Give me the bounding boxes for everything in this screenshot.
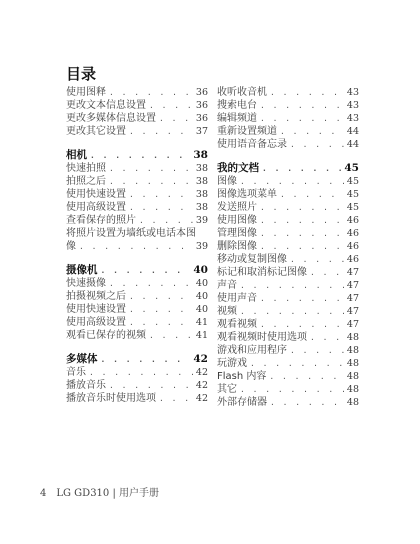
toc-entry-label: 播放音乐 [66, 380, 106, 391]
toc-dot-leader [240, 175, 344, 188]
toc-entry-page: 38 [195, 189, 208, 200]
toc-dot-leader [129, 290, 193, 303]
toc-entry-label: 游戏和应用程序 [217, 345, 287, 356]
toc-entry-label: 管理图像 [217, 228, 257, 239]
toc-entry-label: 删除图像 [217, 241, 257, 252]
toc-dot-leader [260, 227, 344, 240]
toc-entry-page: 38 [195, 176, 208, 187]
toc-entry-page: 48 [346, 397, 359, 408]
toc-entry-label: 图像 [217, 176, 237, 187]
toc-entry-page: 36 [195, 113, 208, 124]
toc-entry[interactable] [217, 279, 359, 292]
toc-entry-page: 48 [346, 332, 359, 343]
toc-entry[interactable] [217, 227, 359, 240]
toc-entry-page: 48 [346, 371, 359, 382]
toc-entry-label: 快速拍照 [66, 163, 106, 174]
toc-entry-label: 摄像机 [66, 264, 98, 276]
toc-entry[interactable] [217, 305, 359, 318]
toc-entry[interactable] [217, 86, 359, 99]
toc-entry[interactable] [66, 227, 208, 240]
toc-entry-label: 拍摄视频之后 [66, 291, 126, 302]
toc-entry-page: 48 [346, 358, 359, 369]
toc-entry-label: 其它 [217, 384, 237, 395]
toc-entry-page: 46 [346, 228, 359, 239]
toc-dot-leader [109, 162, 193, 175]
toc-entry-page: 40 [195, 291, 208, 302]
toc-entry[interactable] [66, 290, 208, 303]
toc-dot-leader [270, 86, 344, 99]
toc-entry-label: 多媒体 [66, 353, 98, 365]
toc-entry-label: 玩游戏 [217, 358, 247, 369]
toc-dot-leader [280, 125, 344, 138]
toc-entry-label: 视频 [217, 306, 237, 317]
toc-dot-leader [240, 279, 344, 292]
toc-dot-leader [290, 253, 344, 266]
toc-entry[interactable] [217, 383, 359, 396]
page-footer [40, 484, 159, 499]
toc-entry[interactable] [217, 357, 359, 370]
toc-entry[interactable] [66, 201, 208, 214]
toc-entry[interactable] [66, 379, 208, 392]
toc-dot-leader [290, 344, 344, 357]
toc-dot-leader [109, 86, 193, 99]
toc-entry[interactable] [66, 329, 208, 342]
toc-title: 目录 [66, 65, 97, 83]
toc-entry-label: 搜索电台 [217, 100, 257, 111]
toc-entry-page: 36 [195, 87, 208, 98]
toc-entry-label: 发送照片 [217, 202, 257, 213]
toc-entry-page: 42 [193, 353, 208, 365]
toc-entry-page: 41 [195, 317, 208, 328]
toc-dot-leader [269, 370, 344, 383]
toc-entry-page: 36 [195, 100, 208, 111]
toc-dot-leader [129, 303, 193, 316]
toc-entry-page: 39 [195, 241, 208, 252]
toc-dot-leader [90, 149, 190, 162]
toc-entry[interactable] [66, 99, 208, 112]
toc-entry-label: 将照片设置为墙纸或电话本图 [66, 228, 196, 239]
toc-entry-page: 41 [195, 330, 208, 341]
toc-entry[interactable] [217, 138, 359, 151]
toc-entry-label: 外部存储器 [217, 397, 267, 408]
toc-entry-page: 45 [344, 162, 359, 174]
toc-entry[interactable] [66, 214, 208, 227]
toc-entry[interactable] [217, 201, 359, 214]
toc-entry-page: 47 [346, 293, 359, 304]
toc-entry[interactable] [66, 125, 208, 138]
toc-entry-label: 使用语音备忘录 [217, 139, 287, 150]
footer-text: LG GD310 | 用户手册 [56, 488, 160, 499]
toc-dot-leader [101, 353, 191, 366]
toc-entry-label: 使用高级设置 [66, 202, 126, 213]
toc-entry-page: 38 [195, 202, 208, 213]
toc-dot-leader [129, 316, 193, 329]
toc-entry[interactable] [66, 240, 208, 253]
toc-entry[interactable] [66, 188, 208, 201]
section-gap [217, 151, 359, 162]
toc-dot-leader [109, 277, 193, 290]
toc-entry[interactable] [217, 253, 359, 266]
toc-dot-leader [260, 292, 344, 305]
toc-dot-leader [101, 264, 191, 277]
toc-dot-leader [260, 240, 344, 253]
toc-left-column [66, 86, 208, 405]
toc-section-heading[interactable] [66, 264, 208, 277]
toc-entry-page: 40 [195, 304, 208, 315]
toc-dot-leader [149, 329, 193, 342]
toc-dot-leader [250, 357, 344, 370]
toc-entry-page: 46 [346, 241, 359, 252]
toc-entry-page: 47 [346, 319, 359, 330]
toc-entry-label: 图像选项菜单 [217, 189, 277, 200]
toc-dot-leader [260, 112, 344, 125]
toc-entry-label: 使用图释 [66, 87, 106, 98]
toc-entry-label: 音乐 [66, 367, 86, 378]
toc-entry[interactable] [217, 99, 359, 112]
toc-entry-page: 37 [195, 126, 208, 137]
toc-entry-label: 快速摄像 [66, 278, 106, 289]
toc-dot-leader [260, 99, 344, 112]
toc-entry-label: 观看视频 [217, 319, 257, 330]
toc-entry[interactable] [66, 277, 208, 290]
toc-entry-label: 重新设置频道 [217, 126, 277, 137]
toc-entry-page: 43 [346, 113, 359, 124]
toc-entry[interactable] [217, 188, 359, 201]
toc-entry-page: 43 [346, 100, 359, 111]
toc-entry[interactable] [66, 392, 208, 405]
toc-dot-leader [310, 331, 344, 344]
toc-entry[interactable] [217, 370, 359, 383]
toc-entry-page: 47 [346, 267, 359, 278]
toc-entry-page: 45 [346, 202, 359, 213]
toc-entry[interactable] [217, 344, 359, 357]
toc-entry[interactable] [217, 331, 359, 344]
toc-entry[interactable] [66, 162, 208, 175]
toc-entry-page: 48 [346, 384, 359, 395]
toc-entry-page: 46 [346, 215, 359, 226]
toc-dot-leader [159, 392, 193, 405]
toc-entry-label: 观看已保存的视频 [66, 330, 146, 341]
toc-entry-page: 38 [193, 149, 208, 161]
toc-dot-leader [89, 366, 193, 379]
toc-entry-label: 相机 [66, 149, 87, 161]
toc-dot-leader [109, 175, 193, 188]
toc-entry-page: 44 [346, 126, 359, 137]
toc-entry[interactable] [217, 175, 359, 188]
toc-dot-leader [260, 201, 344, 214]
section-gap [66, 253, 208, 264]
toc-entry-page: 47 [346, 280, 359, 291]
toc-dot-leader [149, 99, 193, 112]
toc-entry-label: 像 [66, 241, 76, 252]
toc-dot-leader [240, 305, 344, 318]
toc-dot-leader [109, 379, 193, 392]
toc-entry-label: 我的文档 [217, 162, 259, 174]
toc-entry-page: 42 [195, 367, 208, 378]
toc-dot-leader [262, 162, 341, 175]
toc-entry[interactable] [66, 316, 208, 329]
toc-entry-label: 拍照之后 [66, 176, 106, 187]
toc-entry[interactable] [217, 125, 359, 138]
toc-entry-page: 38 [195, 163, 208, 174]
toc-entry-label: 播放音乐时使用选项 [66, 393, 156, 404]
toc-entry-page: 48 [346, 345, 359, 356]
toc-entry-page: 45 [346, 176, 359, 187]
toc-dot-leader [240, 383, 344, 396]
toc-entry[interactable] [66, 366, 208, 379]
toc-entry-label: 编辑频道 [217, 113, 257, 124]
toc-dot-leader [270, 396, 344, 409]
toc-entry-label: 查看保存的照片 [66, 215, 136, 226]
toc-section-heading[interactable] [66, 353, 208, 366]
toc-entry-label: 使用图像 [217, 215, 257, 226]
toc-entry-page: 42 [195, 380, 208, 391]
toc-entry[interactable] [217, 292, 359, 305]
toc-entry-label: 观看视频时使用选项 [217, 332, 307, 343]
toc-entry-page: 40 [193, 264, 208, 276]
toc-entry[interactable] [217, 112, 359, 125]
toc-dot-leader [310, 266, 344, 279]
toc-entry-label: 更改其它设置 [66, 126, 126, 137]
toc-entry[interactable] [66, 175, 208, 188]
toc-right-column [217, 86, 359, 409]
toc-entry[interactable] [217, 240, 359, 253]
toc-entry[interactable] [66, 86, 208, 99]
toc-dot-leader [129, 188, 193, 201]
toc-entry[interactable] [66, 303, 208, 316]
toc-entry-page: 44 [346, 139, 359, 150]
toc-entry-label: 收听收音机 [217, 87, 267, 98]
toc-entry-label: 更改文本信息设置 [66, 100, 146, 111]
toc-entry-label: Flash 内容 [217, 371, 267, 382]
toc-entry-page: 42 [195, 393, 208, 404]
toc-dot-leader [129, 125, 193, 138]
toc-entry-label: 更改多媒体信息设置 [66, 113, 156, 124]
toc-entry[interactable] [217, 318, 359, 331]
toc-dot-leader [129, 201, 193, 214]
toc-entry[interactable] [217, 396, 359, 409]
toc-dot-leader [280, 188, 344, 201]
toc-entry-label: 标记和取消标记图像 [217, 267, 307, 278]
toc-entry[interactable] [217, 266, 359, 279]
toc-entry-label: 声音 [217, 280, 237, 291]
toc-entry-page: 43 [346, 87, 359, 98]
toc-entry-page: 40 [195, 278, 208, 289]
toc-dot-leader [79, 240, 193, 253]
toc-entry[interactable] [66, 112, 208, 125]
toc-dot-leader [139, 214, 193, 227]
toc-entry-label: 使用声音 [217, 293, 257, 304]
toc-entry-label: 使用快速设置 [66, 304, 126, 315]
toc-entry-page: 46 [346, 254, 359, 265]
toc-dot-leader [260, 214, 344, 227]
toc-entry-page: 47 [346, 306, 359, 317]
toc-entry-page: 45 [346, 189, 359, 200]
toc-dot-leader [159, 112, 193, 125]
toc-entry-page: 39 [195, 215, 208, 226]
toc-entry-label: 移动或复制图像 [217, 254, 287, 265]
section-gap [66, 342, 208, 353]
toc-dot-leader [260, 318, 344, 331]
toc-entry-label: 使用高级设置 [66, 317, 126, 328]
toc-entry[interactable] [217, 214, 359, 227]
toc-dot-leader [290, 138, 344, 151]
toc-section-heading[interactable] [66, 149, 208, 162]
toc-section-heading[interactable] [217, 162, 359, 175]
section-gap [66, 138, 208, 149]
page-number: 4 [40, 488, 47, 499]
toc-entry-label: 使用快速设置 [66, 189, 126, 200]
